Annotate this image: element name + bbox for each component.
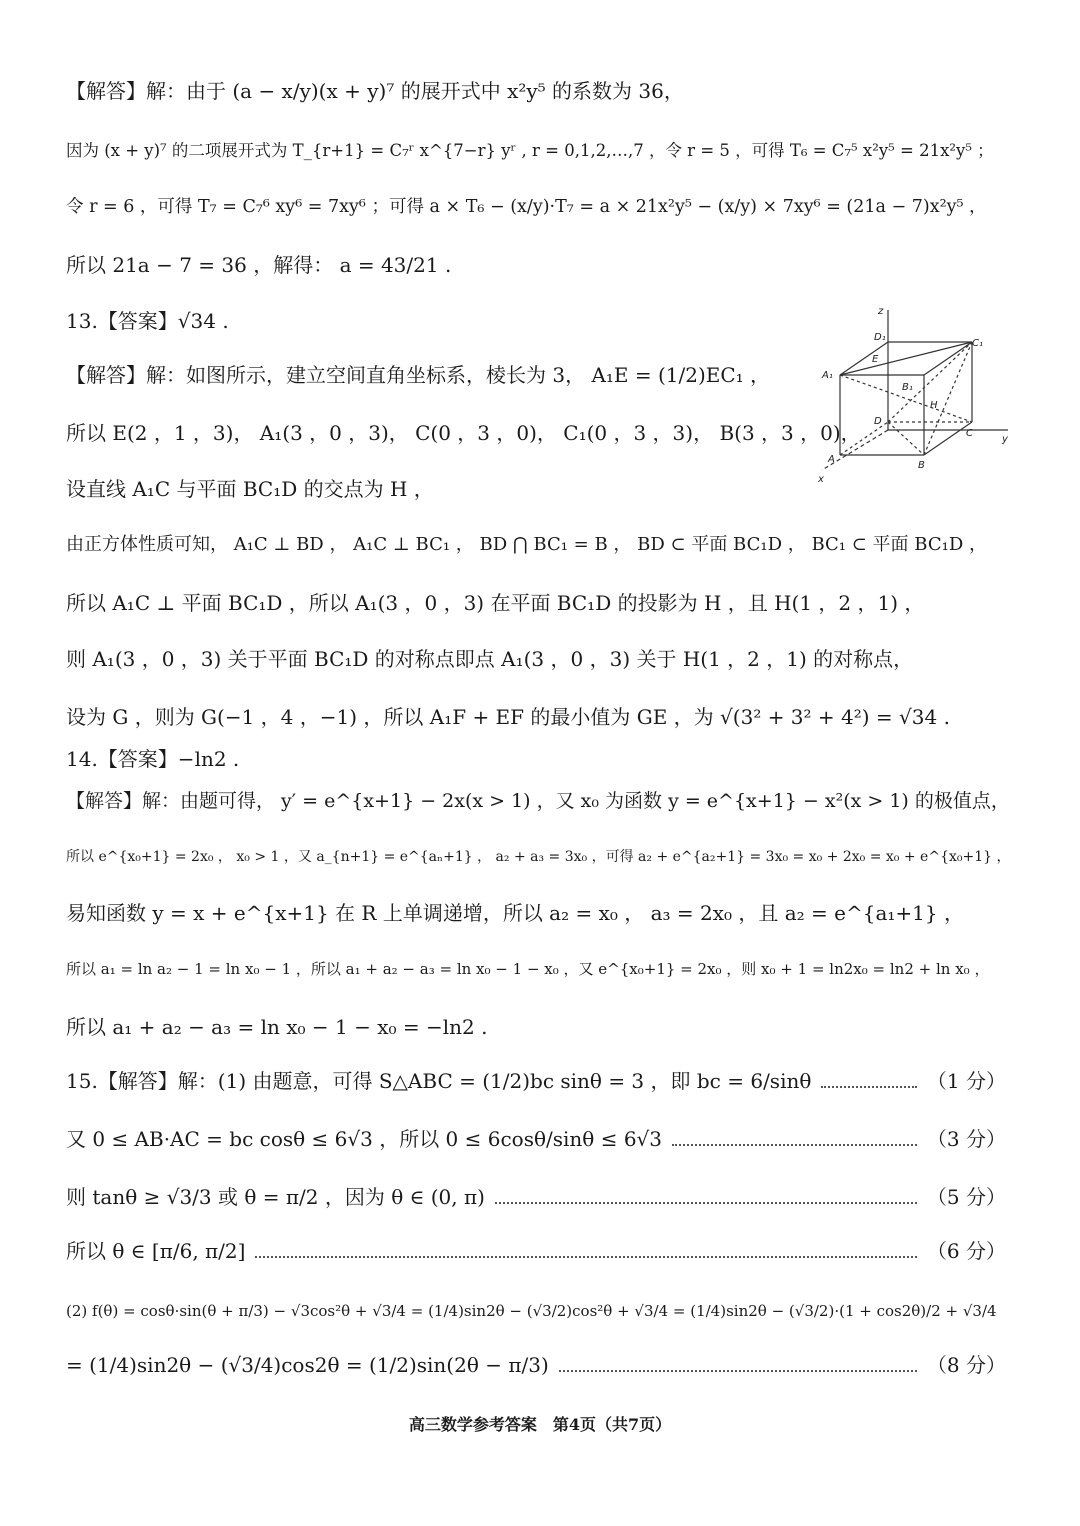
solution-14-line-4: 所以 a₁ = ln a₂ − 1 = ln x₀ − 1 ，所以 a₁ + a₂ − a₃ = ln x₀ − 1 − x₀ ，又 e^{x₀+1} = 2x₀ ，则 x₀ + 1 = ln2x₀ = ln2 + ln x₀ ，	[66, 960, 990, 978]
step-text: 则 tanθ ≥ √3/3 或 θ = π/2 ，因为 θ ∈ (0, π)	[66, 1185, 485, 1209]
solution-15-part-2: (2) f(θ) = cosθ·sin(θ + π/3) − √3cos²θ + √3/4 = (1/4)sin2θ − (√3/2)cos²θ + √3/4 = (1/4)sin2θ − (√3/2)·(1 + cos2θ)/2 + √3/4	[66, 1302, 997, 1320]
step-points: （3 分）	[926, 1127, 1006, 1151]
solution-13-line-2: 所以 E(2 ，1 ，3)， A₁(3 ，0 ，3)， C(0 ，3 ，0)， C₁(0 ，3 ，3)， B(3 ，3 ，0)，	[66, 421, 861, 445]
leader-dots	[559, 1370, 917, 1372]
solution-14-line-2: 所以 e^{x₀+1} = 2x₀ ， x₀ > 1 ，又 a_{n+1} = e^{aₙ+1} ， a₂ + a₃ = 3x₀ ，可得 a₂ + e^{a₂+1} = 3x₀ = x₀ + 2x₀ = x₀ + e^{x₀+1} ，	[66, 849, 1011, 865]
solution-15-step-2	[66, 1124, 1006, 1154]
solution-12-line-4: 所以 21a − 7 = 36 ，解得： a = 43/21 .	[66, 253, 452, 277]
step-points: （6 分）	[926, 1239, 1006, 1263]
solution-15-step-1	[66, 1066, 1006, 1096]
label-d1: D₁	[874, 332, 886, 343]
solution-14-line-1: 【解答】解：由题可得， y′ = e^{x+1} − 2x(x > 1) ，又 x₀ 为函数 y = e^{x+1} − x²(x > 1) 的极值点，	[66, 790, 1010, 812]
step-points: （1 分）	[926, 1069, 1006, 1093]
solution-13-line-4: 由正方体性质可知， A₁C ⊥ BD ， A₁C ⊥ BC₁ ， BD ⋂ BC₁ = B ， BD ⊂ 平面 BC₁D ， BC₁ ⊂ 平面 BC₁D ，	[66, 534, 987, 555]
line-d-b	[888, 422, 924, 455]
step-text: 又 0 ≤ AB·AC = bc cosθ ≤ 6√3 ，所以 0 ≤ 6cosθ/sinθ ≤ 6√3	[66, 1127, 663, 1151]
solution-13-line-5: 所以 A₁C ⊥ 平面 BC₁D ，所以 A₁(3 ，0 ，3) 在平面 BC₁D 的投影为 H ，且 H(1 ，2 ，1) ，	[66, 591, 925, 615]
solution-15-step-5	[66, 1350, 1006, 1380]
step-text: 所以 θ ∈ [π/6, π/2]	[66, 1239, 246, 1263]
label-a1: A₁	[822, 370, 833, 381]
leader-dots	[495, 1202, 917, 1204]
solution-12-line-2: 因为 (x + y)⁷ 的二项展开式为 T_{r+1} = C₇ʳ x^{7−r} yʳ , r = 0,1,2,…,7 ，令 r = 5 ，可得 T₆ = C₇⁵ x²y⁵ = 21x²y⁵ ；	[66, 141, 994, 160]
solution-13-line-1: 【解答】解：如图所示，建立空间直角坐标系，棱长为 3， A₁E = (1/2)EC₁ ，	[66, 363, 771, 387]
label-e: E	[872, 354, 879, 365]
solution-15-step-3	[66, 1182, 1006, 1212]
solution-15-step-4	[66, 1236, 1006, 1266]
edge-a1-d1	[840, 342, 888, 375]
solution-14-line-3: 易知函数 y = x + e^{x+1} 在 R 上单调递增，所以 a₂ = x₀ ， a₃ = 2x₀ ，且 a₂ = e^{a₁+1} ，	[66, 901, 964, 925]
label-b1: B₁	[902, 382, 913, 393]
label-z: z	[878, 306, 884, 317]
solution-12-line-1: 【解答】解：由于 (a − x/y)(x + y)⁷ 的展开式中 x²y⁵ 的系数为 36，	[66, 79, 684, 103]
solution-13-line-3: 设直线 A₁C 与平面 BC₁D 的交点为 H ，	[66, 477, 434, 501]
step-text: = (1/4)sin2θ − (√3/4)cos2θ = (1/2)sin(2θ − π/3)	[66, 1353, 549, 1377]
leader-dots	[672, 1144, 917, 1146]
leader-dots	[821, 1086, 917, 1088]
label-c1: C₁	[972, 338, 983, 349]
label-x: x	[818, 474, 824, 485]
step-points: （5 分）	[926, 1185, 1006, 1209]
solution-13-line-7: 设为 G ，则为 G(−1 ，4 ，−1) ，所以 A₁F + EF 的最小值为 GE ，为 √(3² + 3² + 4²) = √34 .	[66, 705, 950, 729]
answer-13: 13.【答案】√34 .	[66, 309, 229, 333]
step-points: （8 分）	[926, 1353, 1006, 1377]
leader-dots	[255, 1256, 916, 1258]
label-y: y	[1002, 434, 1008, 445]
label-b: B	[918, 460, 925, 471]
label-h: H	[930, 400, 938, 411]
solution-12-line-3: 令 r = 6 ，可得 T₇ = C₇⁶ xy⁶ = 7xy⁶ ；可得 a × T₆ − (x/y)·T₇ = a × 21x²y⁵ − (x/y) × 7xy⁶ = (21a − 7)x²y⁵ ，	[66, 197, 987, 217]
cube-figure	[812, 300, 1022, 485]
label-a: A	[828, 454, 835, 465]
answer-14: 14.【答案】−ln2 .	[66, 747, 240, 771]
page-footer: 高三数学参考答案 第4页（共7页）	[408, 1415, 672, 1434]
line-a1-c1	[840, 342, 972, 375]
solution-13-line-6: 则 A₁(3 ，0 ，3) 关于平面 BC₁D 的对称点即点 A₁(3 ，0 ，3) 关于 H(1 ，2 ，1) 的对称点，	[66, 647, 914, 671]
label-d: D	[874, 416, 882, 427]
step-text: 15.【解答】解：(1) 由题意，可得 S△ABC = (1/2)bc sinθ = 3 ，即 bc = 6/sinθ	[66, 1069, 812, 1093]
solution-14-line-5: 所以 a₁ + a₂ − a₃ = ln x₀ − 1 − x₀ = −ln2 .	[66, 1015, 488, 1039]
label-c: C	[966, 428, 973, 439]
